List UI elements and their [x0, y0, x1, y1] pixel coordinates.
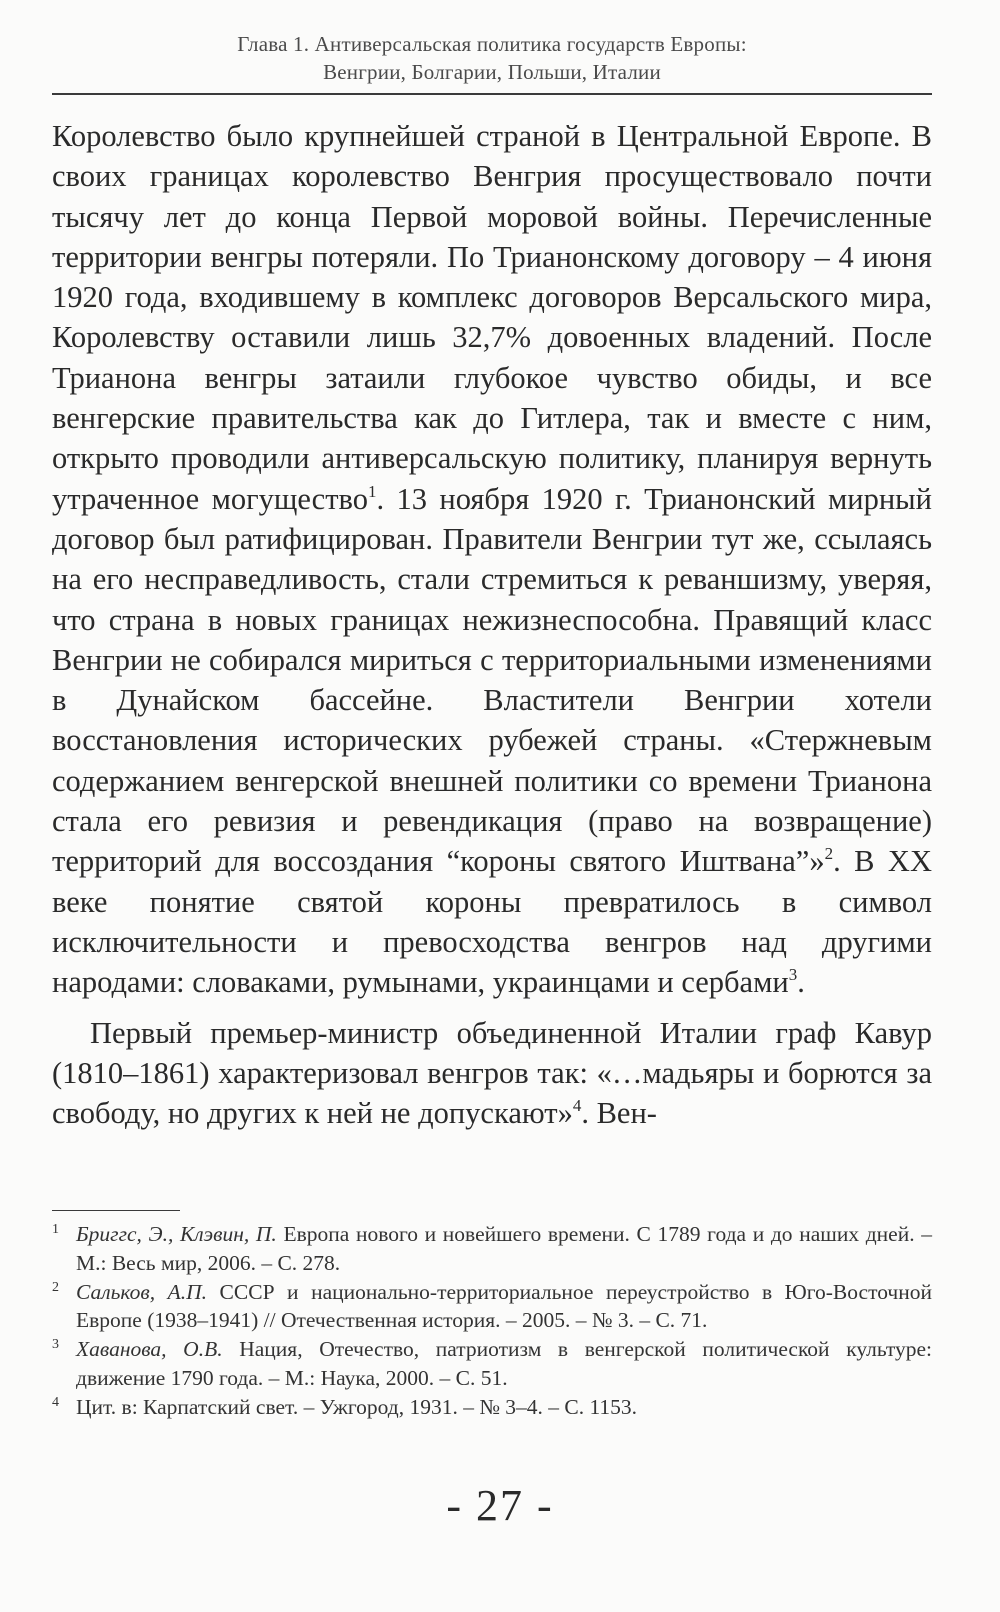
running-head-line-1: Глава 1. Антиверсальская политика государств Европы: — [237, 32, 747, 56]
footnote-author: Сальков, А.П. — [76, 1279, 208, 1304]
footnote-number: 2 — [52, 1279, 59, 1295]
footnote-ref-4[interactable]: 4 — [572, 1096, 582, 1116]
footnote-2 — [52, 1278, 932, 1336]
header-rule — [52, 93, 932, 95]
footnote-author: Бриггс, Э., Клэвин, П. — [76, 1222, 277, 1246]
footnote-3 — [52, 1335, 932, 1393]
paragraph-1-text-d: . — [797, 965, 805, 1000]
footnote-text: СССР и национально-территориальное переустройство в Юго-Восточной Европе (1938–1941) // Отечественная история. – 2005. – № 3. – С. 71. — [76, 1279, 932, 1333]
running-head — [52, 30, 932, 86]
footnote-ref-1[interactable]: 1 — [368, 481, 377, 501]
footnote-text: Цит. в: Карпатский свет. – Ужгород, 1931. – № 3–4. – С. 1153. — [76, 1394, 638, 1419]
footnote-number: 4 — [52, 1394, 59, 1410]
paragraph-1 — [52, 116, 932, 1003]
footnote-ref-2[interactable]: 2 — [824, 844, 834, 864]
paragraph-2 — [52, 1013, 932, 1134]
footnotes — [52, 1220, 932, 1422]
footnote-text: Европа нового и новейшего времени. С 1789 года и до наших дней. – М.: Весь мир, 2006. – С. 278. — [76, 1222, 932, 1275]
page-number: - 27 - — [446, 1481, 554, 1530]
paragraph-1-text-b: . 13 ноября 1920 г. Трианонский мирный договор был ратифицирован. Правители Венгрии тут же, ссылаясь на его несправедливость, стали стремиться к реваншизму, уверяя, что страна в новых границах нежизнеспособна. Правящий класс Венгрии не собирался мириться с территориальными изменениями в Дунайском бассейне. Властители Венгрии хотели восстановления исторических рубежей страны. «Стержневым содержанием венгерской внешней политики со времени Трианона стала его ревизия и ревендикация (право на возвращение) территорий для воссоздания “короны святого Иштвана”» — [52, 481, 932, 879]
footnote-number: 3 — [52, 1337, 59, 1353]
footnote-ref-3[interactable]: 3 — [788, 965, 798, 985]
footnote-4 — [52, 1393, 932, 1422]
footnote-number: 1 — [52, 1222, 59, 1237]
paragraph-2-text-b: . Вен- — [581, 1096, 657, 1131]
paragraph-2-text-a: Первый премьер-министр объединенной Италии граф Кавур (1810–1861) характеризовал венгров так: «…мадьяры и борются за свободу, но других к ней не допускают» — [52, 1015, 932, 1131]
paragraph-1-text-c: . В XX веке понятие святой короны превратилось в символ исключительности и превосходства венгров над другими народами: словаками, румынами, украинцами и сербами — [52, 844, 932, 1000]
footnote-1 — [52, 1220, 932, 1278]
footnote-rule — [52, 1210, 180, 1211]
main-text — [52, 116, 932, 1133]
footnote-text: Нация, Отечество, патриотизм в венгерской политической культуре: движение 1790 года. – М.: Наука, 2000. – С. 51. — [76, 1337, 932, 1390]
paragraph-1-text-a: Королевство было крупнейшей страной в Центральной Европе. В своих границах королевство Венгрия просуществовало почти тысячу лет до конца Первой моровой войны. Перечисленные территории венгры потеряли. По Трианонскому договору – 4 июня 1920 года, входившему в комплекс договоров Версальского мира, Королевству оставили лишь 32,7% довоенных владений. После Трианона венгры затаили глубокое чувство обиды, и все венгерские правительства как до Гитлера, так и вместе с ним, открыто проводили антиверсальскую политику, планируя вернуть утраченное могущество — [52, 119, 932, 516]
running-head-line-2: Венгрии, Болгарии, Польши, Италии — [323, 60, 661, 84]
footnote-author: Хаванова, О.В. — [76, 1337, 223, 1362]
